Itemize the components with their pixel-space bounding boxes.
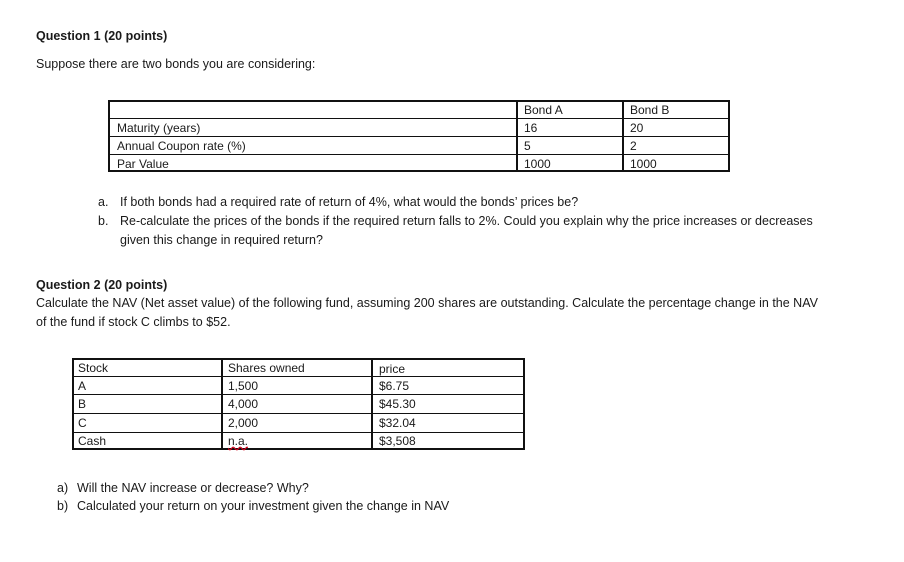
stock-cash: Cash: [78, 434, 107, 448]
bond-b-header: Bond B: [630, 103, 670, 117]
question-2-item-b: Calculated your return on your investment given the change in NAV: [77, 499, 450, 513]
price-cash: $3,508: [379, 434, 416, 448]
bond-b-par-value: 1000: [630, 157, 657, 171]
price-c: $32.04: [379, 416, 416, 430]
stock-b: B: [78, 397, 87, 411]
question-1-intro: Suppose there are two bonds you are considering:: [36, 57, 316, 71]
shares-cash: n.a.: [228, 434, 249, 448]
row-label-par-value: Par Value: [117, 157, 169, 171]
list-marker-a-paren: a): [57, 481, 69, 495]
stock-header: Stock: [78, 361, 109, 375]
question-2-title: Question 2 (20 points): [36, 278, 168, 292]
row-label-maturity: Maturity (years): [117, 121, 201, 135]
shares-b: 4,000: [228, 397, 259, 411]
question-1-item-b-continued: given this change in required return?: [120, 233, 323, 247]
bond-b-coupon: 2: [630, 139, 637, 153]
question-2-line-2: of the fund if stock C climbs to $52.: [36, 315, 231, 329]
row-label-coupon: Annual Coupon rate (%): [117, 139, 246, 153]
question-1-item-a: If both bonds had a required rate of return of 4%, what would the bonds’ prices be?: [120, 195, 579, 209]
question-1-title: Question 1 (20 points): [36, 29, 168, 43]
question-2-line-1: Calculate the NAV (Net asset value) of the following fund, assuming 200 shares are outstanding. Calculate the percentage change in the NAV: [36, 296, 818, 310]
list-marker-b: b.: [98, 214, 109, 228]
bond-a-header: Bond A: [524, 103, 563, 117]
stock-a: A: [78, 379, 87, 393]
price-b: $45.30: [379, 397, 416, 411]
bond-a-maturity: 16: [524, 121, 538, 135]
bond-b-maturity: 20: [630, 121, 644, 135]
question-1-item-b: Re-calculate the prices of the bonds if the required return falls to 2%. Could you explain why the price increases or decreases: [120, 214, 813, 228]
shares-c: 2,000: [228, 416, 259, 430]
bond-table: [108, 100, 730, 172]
list-marker-b-paren: b): [57, 499, 69, 513]
nav-table: [72, 358, 525, 450]
price-header: price: [379, 362, 406, 376]
bond-a-coupon: 5: [524, 139, 531, 153]
price-a: $6.75: [379, 379, 410, 393]
list-marker-a: a.: [98, 195, 109, 209]
stock-c: C: [78, 416, 87, 430]
shares-header: Shares owned: [228, 361, 305, 375]
bond-a-par-value: 1000: [524, 157, 551, 171]
shares-a: 1,500: [228, 379, 259, 393]
question-2-item-a: Will the NAV increase or decrease? Why?: [77, 481, 309, 495]
